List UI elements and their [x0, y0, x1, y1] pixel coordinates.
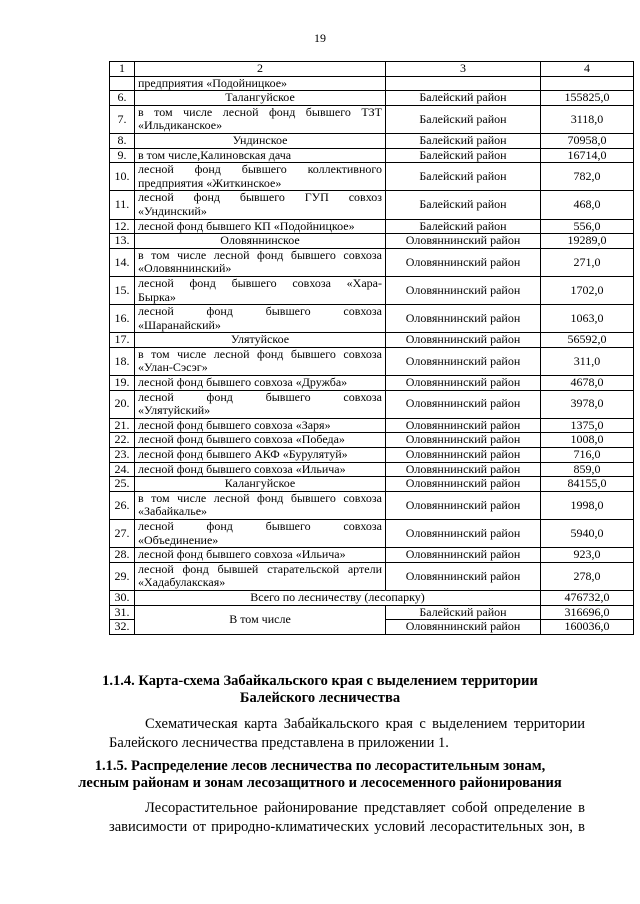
row-number-cell: 31.: [110, 605, 135, 620]
table-row: [110, 248, 634, 276]
row-number-cell: 10.: [110, 163, 135, 191]
row-name-cell: [135, 148, 386, 163]
page-number: 19: [314, 31, 326, 45]
row-name-line: Калангуйское: [224, 476, 296, 491]
row-name-line: «Оловяннинский»: [138, 261, 232, 276]
row-name-cell: [135, 462, 386, 477]
table-row: [110, 148, 634, 163]
table-row: [110, 390, 634, 418]
row-district-cell: Оловяннинский район: [386, 448, 541, 463]
row-district-cell: Оловяннинский район: [386, 620, 541, 635]
row-district-cell: Оловяннинский район: [386, 347, 541, 375]
row-district-cell: Оловяннинский район: [386, 477, 541, 492]
row-number-cell: 25.: [110, 477, 135, 492]
row-area-cell: 155825,0: [541, 91, 634, 106]
row-number-cell: 6.: [110, 91, 135, 106]
row-number-cell: 18.: [110, 347, 135, 375]
row-area-cell: 56592,0: [541, 333, 634, 348]
row-district-cell: Оловяннинский район: [386, 390, 541, 418]
row-name-line: в том числе лесной фонд бывшего совхоза: [138, 490, 382, 505]
section-114-paragraph: [109, 715, 585, 753]
row-name-cell: [135, 248, 386, 276]
row-area-cell: 160036,0: [541, 620, 634, 635]
row-name-line: «Объединение»: [138, 532, 219, 547]
row-name-line: Талангуйское: [225, 90, 295, 105]
table-row: [110, 163, 634, 191]
row-district-cell: Оловяннинский район: [386, 305, 541, 333]
row-name-line: лесной фонд бывшего совхоза «Ильича»: [138, 461, 346, 476]
row-name-line: лесной фонд бывшего коллективного: [138, 162, 382, 177]
row-district-cell: Оловяннинский район: [386, 234, 541, 249]
heading-line: Балейского лесничества: [239, 690, 401, 706]
row-district-cell: Оловяннинский район: [386, 462, 541, 477]
row-name-line: лесной фонд бывшего совхоза «Хара-: [138, 275, 382, 290]
row-name-cell: [135, 276, 386, 304]
row-name-line: в том числе лесной фонд бывшего ТЗТ: [138, 104, 382, 119]
header-cell: 2: [135, 62, 386, 77]
row-name-line: «Ундинский»: [138, 203, 207, 218]
text-sections: [0, 673, 640, 707]
row-name-cell: [135, 191, 386, 219]
forest-fund-table: [109, 61, 634, 635]
row-number-cell: 15.: [110, 276, 135, 304]
table-row: [110, 305, 634, 333]
row-area-cell: 311,0: [541, 347, 634, 375]
section-115-heading: [0, 758, 640, 792]
row-area-cell: 556,0: [541, 219, 634, 234]
row-number-cell: 7.: [110, 105, 135, 133]
paragraph-line: Балейского лесничества представлена в приложении 1.: [109, 735, 449, 751]
row-name-cell: [135, 163, 386, 191]
table-split-row: [110, 605, 634, 620]
table-row: [110, 133, 634, 148]
row-district-cell: Оловяннинский район: [386, 276, 541, 304]
row-number-cell: 22.: [110, 433, 135, 448]
heading-line: 1.1.5. Распределение лесов лесничества по лесорастительным зонам,: [94, 758, 546, 774]
row-district-cell: Балейский район: [386, 605, 541, 620]
row-name-line: Улятуйское: [230, 332, 290, 347]
row-area-cell: 316696,0: [541, 605, 634, 620]
table-row: [110, 418, 634, 433]
row-number-cell: 12.: [110, 219, 135, 234]
row-name-cell: [135, 105, 386, 133]
table-row: [110, 276, 634, 304]
row-area-cell: 923,0: [541, 548, 634, 563]
table-row: [110, 76, 634, 91]
section-115-paragraph: [109, 799, 585, 837]
paragraph-line: зависимости от природно-климатических условий лесорастительных зон, в: [109, 819, 585, 835]
table-row: [110, 333, 634, 348]
row-area-cell: 476732,0: [541, 590, 634, 605]
row-area-cell: 4678,0: [541, 376, 634, 391]
row-number-cell: 11.: [110, 191, 135, 219]
row-name-line: лесной фонд бывшего совхоза «Победа»: [138, 432, 345, 447]
row-name-line: Ундинское: [232, 132, 288, 147]
row-area-cell: 716,0: [541, 448, 634, 463]
row-number-cell: 14.: [110, 248, 135, 276]
row-name-cell: [135, 219, 386, 234]
row-name-line: лесной фонд бывшего совхоза «Ильича»: [138, 547, 346, 562]
row-name-cell: [135, 76, 386, 91]
header-cell: 3: [386, 62, 541, 77]
row-number-cell: 13.: [110, 234, 135, 249]
row-area-cell: 1375,0: [541, 418, 634, 433]
row-number-cell: [110, 76, 135, 91]
table-row: [110, 520, 634, 548]
row-name-cell: [135, 477, 386, 492]
table-row: [110, 433, 634, 448]
row-area-cell: 782,0: [541, 163, 634, 191]
table-row: [110, 219, 634, 234]
row-name-line: «Хадабулакская»: [138, 575, 226, 590]
row-name-cell: [135, 333, 386, 348]
row-name-line: лесной фонд бывшего совхоза «Дружба»: [138, 375, 348, 390]
row-name-line: «Улятуйский»: [138, 403, 211, 418]
row-name-line: лесной фонд бывшего совхоза: [138, 304, 382, 319]
row-number-cell: 8.: [110, 133, 135, 148]
table-row: [110, 347, 634, 375]
row-district-cell: Оловяннинский район: [386, 520, 541, 548]
row-number-cell: 23.: [110, 448, 135, 463]
row-number-cell: 29.: [110, 562, 135, 590]
row-name-cell: [135, 433, 386, 448]
row-number-cell: 30.: [110, 590, 135, 605]
row-area-cell: 1998,0: [541, 491, 634, 519]
row-district-cell: Балейский район: [386, 133, 541, 148]
table-row: [110, 477, 634, 492]
row-area-cell: [541, 76, 634, 91]
row-number-cell: 9.: [110, 148, 135, 163]
row-number-cell: 21.: [110, 418, 135, 433]
row-number-cell: 20.: [110, 390, 135, 418]
row-district-cell: Оловяннинский район: [386, 418, 541, 433]
row-name-line: лесной фонд бывшего АКФ «Бурулятуй»: [138, 447, 348, 462]
table-header-row: [110, 62, 634, 77]
section-114-heading: [0, 673, 640, 707]
row-name-line: лесной фонд бывшей старательской артели: [138, 561, 382, 576]
row-district-cell: Балейский район: [386, 191, 541, 219]
table-row: [110, 91, 634, 106]
table-row: [110, 462, 634, 477]
row-number-cell: 26.: [110, 491, 135, 519]
row-district-cell: Балейский район: [386, 91, 541, 106]
row-name-cell: Всего по лесничеству (лесопарку): [135, 590, 541, 605]
row-name-line: «Забайкалье»: [138, 504, 208, 519]
row-name-cell: [135, 520, 386, 548]
row-area-cell: 16714,0: [541, 148, 634, 163]
row-number-cell: 27.: [110, 520, 135, 548]
row-name-cell: [135, 133, 386, 148]
row-name-line: лесной фонд бывшего КП «Подойницкое»: [138, 218, 355, 233]
row-name-line: в том числе лесной фонд бывшего совхоза: [138, 247, 382, 262]
table-row: [110, 548, 634, 563]
row-district-cell: Оловяннинский район: [386, 491, 541, 519]
row-name-line: лесной фонд бывшего совхоза: [138, 519, 382, 533]
row-district-cell: Оловяннинский район: [386, 548, 541, 563]
row-area-cell: 5940,0: [541, 520, 634, 548]
row-name-cell: [135, 448, 386, 463]
row-district-cell: Балейский район: [386, 105, 541, 133]
table-row: [110, 234, 634, 249]
row-name-cell: [135, 347, 386, 375]
row-area-cell: 859,0: [541, 462, 634, 477]
row-name-line: в том числе,Калиновская дача: [138, 147, 292, 162]
row-number-cell: 24.: [110, 462, 135, 477]
row-area-cell: 468,0: [541, 191, 634, 219]
row-number-cell: 19.: [110, 376, 135, 391]
row-area-cell: 1063,0: [541, 305, 634, 333]
row-name-line: предприятия «Подойницкое»: [138, 75, 288, 90]
row-district-cell: Балейский район: [386, 219, 541, 234]
row-name-cell: [135, 234, 386, 249]
table-total-row: [110, 590, 634, 605]
table-row: [110, 448, 634, 463]
row-area-cell: 70958,0: [541, 133, 634, 148]
row-name-cell: [135, 491, 386, 519]
row-area-cell: 3118,0: [541, 105, 634, 133]
row-name-cell: [135, 390, 386, 418]
row-name-line: «Шаранайский»: [138, 317, 221, 332]
row-district-cell: Оловяннинский район: [386, 248, 541, 276]
header-cell: 1: [110, 62, 135, 77]
row-name-cell: В том числе: [135, 605, 386, 634]
paragraph-line: Лесорастительное районирование представляет собой определение в: [145, 800, 585, 816]
row-name-line: Бырка»: [138, 289, 176, 304]
row-area-cell: 3978,0: [541, 390, 634, 418]
row-district-cell: Оловяннинский район: [386, 333, 541, 348]
table-row: [110, 191, 634, 219]
row-name-line: «Улан-Сэсэг»: [138, 360, 208, 375]
row-district-cell: Балейский район: [386, 148, 541, 163]
row-name-line: предприятия «Житкинское»: [138, 175, 282, 190]
row-name-cell: [135, 418, 386, 433]
table-row: [110, 376, 634, 391]
row-district-cell: [386, 76, 541, 91]
table-row: [110, 491, 634, 519]
paragraph-line: Схематическая карта Забайкальского края с выделением территории: [145, 716, 585, 732]
row-area-cell: 278,0: [541, 562, 634, 590]
row-district-cell: Оловяннинский район: [386, 433, 541, 448]
row-number-cell: 17.: [110, 333, 135, 348]
table-row: [110, 562, 634, 590]
row-name-line: «Ильдиканское»: [138, 118, 223, 133]
row-area-cell: 19289,0: [541, 234, 634, 249]
row-name-cell: [135, 548, 386, 563]
heading-line: 1.1.4. Карта-схема Забайкальского края с выделением территории: [102, 673, 538, 689]
header-cell: 4: [541, 62, 634, 77]
row-name-cell: [135, 305, 386, 333]
row-name-cell: [135, 376, 386, 391]
row-number-cell: 28.: [110, 548, 135, 563]
row-number-cell: 16.: [110, 305, 135, 333]
row-name-cell: [135, 562, 386, 590]
row-name-cell: [135, 91, 386, 106]
row-name-line: лесной фонд бывшего совхоза «Заря»: [138, 417, 331, 432]
table-row: [110, 105, 634, 133]
row-area-cell: 1008,0: [541, 433, 634, 448]
row-area-cell: 84155,0: [541, 477, 634, 492]
row-name-line: Оловяннинское: [220, 233, 300, 248]
row-area-cell: 1702,0: [541, 276, 634, 304]
row-name-line: лесной фонд бывшего ГУП совхоз: [138, 190, 382, 205]
row-name-line: лесной фонд бывшего совхоза: [138, 389, 382, 404]
row-district-cell: Оловяннинский район: [386, 376, 541, 391]
row-district-cell: Балейский район: [386, 163, 541, 191]
row-area-cell: 271,0: [541, 248, 634, 276]
row-number-cell: 32.: [110, 620, 135, 635]
heading-line: лесным районам и зонам лесозащитного и лесосеменного районирования: [78, 775, 562, 791]
row-name-line: в том числе лесной фонд бывшего совхоза: [138, 346, 382, 361]
row-district-cell: Оловяннинский район: [386, 562, 541, 590]
